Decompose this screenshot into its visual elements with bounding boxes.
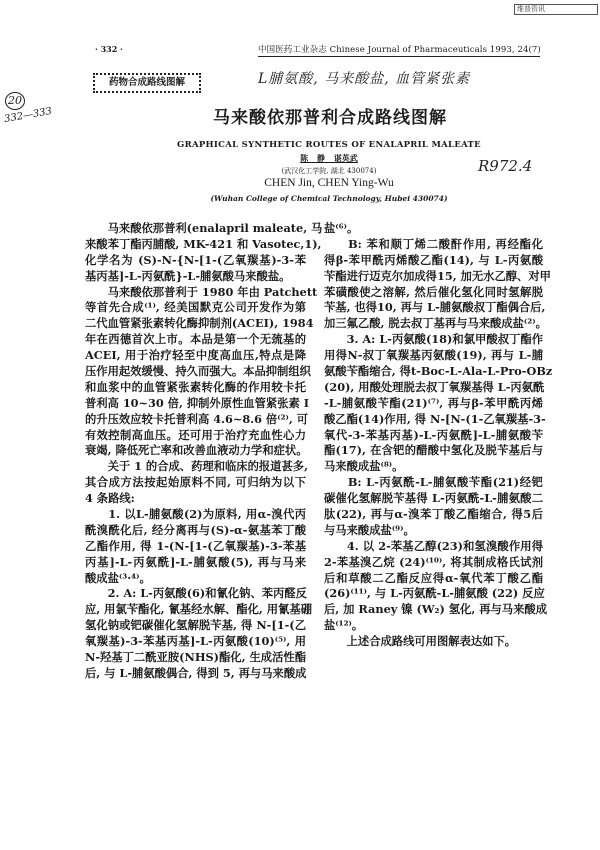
text-line: -L-脯氨酸苄酯(21)⁽⁷⁾, 再与β-苯甲酰丙烯 [324, 395, 543, 410]
text-line: 的升压效应较卡托普利高 4.6~8.6 倍⁽²⁾, 可 [85, 411, 309, 426]
text-line: 有效控制高血压。还可用于治疗充血性心力 [85, 427, 306, 442]
text-line: 乙酯作用, 得 1-(N-[1-(乙氧羰基)-3-苯基 [85, 538, 306, 553]
paragraph [85, 459, 309, 507]
paragraph [85, 586, 312, 681]
text-line: 关于 1 的合成、药理和临床的报道甚多, [85, 459, 309, 474]
text-line: 马来酸依那普利(enalapril maleate, 马 [85, 221, 323, 235]
text-line: B: 苯和顺丁烯二酸酐作用, 再经酯化 [324, 236, 543, 251]
article-title-english: GRAPHICAL SYNTHETIC ROUTES OF ENALAPRIL MALEATE [177, 140, 481, 150]
text-line: 1. 以L-脯氨酸(2)为原料, 用α-溴代丙 [85, 507, 306, 522]
text-line: 上述合成路线可用图解表达如下。 [324, 634, 517, 649]
text-line: 后, 加 Raney 镍 (W₂) 氢化, 再与马来酸成 [324, 602, 547, 617]
text-line: 和血浆中的血管紧张素转化酶的作用较卡托 [85, 379, 306, 394]
text-line: 氧代-3-苯基丙基)-L-丙氨酰]-L-脯氨酸苄 [324, 427, 543, 442]
text-line: 2. A: L-丙氨酸(6)和氰化钠、苯丙醛反 [85, 586, 307, 601]
text-line: 其合成方法按起始原料不同, 可归纳为以下 [85, 475, 306, 490]
paragraph [85, 221, 323, 285]
text-line: 压作用起效缓慢、持久而强大。本品抑制组织 [85, 364, 311, 379]
text-line: 苄酯进行迈克尔加成得15, 加无水乙醇、对甲 [324, 268, 551, 283]
text-line: 盐⁽⁶⁾。 [324, 221, 359, 235]
paragraph [324, 475, 543, 539]
text-line: 与马来酸成盐⁽⁹⁾。 [324, 522, 415, 537]
body-right-column [324, 221, 553, 650]
text-line: 后和草酸二乙酯反应得α-氧代苯丁酸乙酯 [324, 570, 543, 585]
text-line: 碳催化氢解脱苄基得 L-丙氨酰-L-脯氨酸二 [324, 491, 543, 506]
text-line: B: L-丙氨酰-L-脯氨酸苄酯(21)经钯 [324, 475, 543, 490]
text-line: 盐⁽¹²⁾。 [324, 618, 364, 633]
text-line: 酸乙酯(14)作用, 得 N-[N-(1-乙氧羰基-3- [324, 411, 546, 426]
text-line: (20), 用酸处理脱去叔丁氧羰基得 L-丙氨酰 [324, 379, 545, 394]
page-number: · 332 · [95, 44, 123, 54]
text-line: 加三氟乙酸, 脱去叔丁基再与马来酸成盐⁽²⁾。 [324, 316, 547, 331]
paragraph [324, 221, 543, 237]
paragraph [324, 332, 553, 475]
text-line: ACEI, 用于治疗轻至中度高血压,特点是降 [85, 348, 306, 363]
text-line: 丙基]-L-丙氨酰]-L-脯氨酸(5), 再与马来 [85, 554, 306, 569]
text-line: 4 条路线: [85, 491, 135, 506]
affiliation: (武汉化工学院, 湖北 430074) [281, 167, 377, 175]
journal-header: 中国医药工业杂志 Chinese Journal of Pharmaceuticals 1993, 24(7) [258, 45, 541, 55]
text-line: 氨酸苄酯缩合, 得t-Boc-L-Ala-L-Pro-OBz [324, 364, 553, 379]
handwritten-page-range: 332—333 [3, 105, 53, 126]
authors-english: CHEN Jin, CHEN Ying-Wu [264, 177, 394, 189]
paragraph [85, 284, 318, 460]
section-label: 药物合成路线图解 [93, 73, 201, 93]
text-line: 得β-苯甲酰丙烯酸乙酯(14), 与 L-丙氨酸 [324, 252, 543, 267]
text-line: 酰溴酰化后, 经分离再与(S)-α-氨基苯丁酸 [85, 522, 306, 537]
affiliation-english: (Wuhan College of Chemical Technology, Hubei 430074) [210, 194, 448, 203]
text-line: 来酸苯丁酯丙脯酸, MK-421 和 Vasotec,1), [85, 236, 322, 251]
text-line: 酸成盐⁽³·⁴⁾。 [85, 570, 151, 585]
handwritten-circled-number: 20 [5, 92, 25, 110]
text-line: 年在西德首次上市。本品是第一个无巯基的 [85, 332, 306, 347]
text-line: 应, 用氯苄酯化, 氰基经水解、酯化, 用氰基硼 [85, 602, 312, 617]
text-line: 氧羰基)-3-苯基丙基]-L-丙氨酸(10)⁽⁵⁾, 用 [85, 634, 306, 649]
paragraph [85, 507, 306, 586]
text-line: (26)⁽¹¹⁾, 与 L-丙氨酰-L-脯氨酸 (22) 反应 [324, 586, 545, 601]
paragraph [324, 236, 551, 332]
text-line: 2-苯基溴乙烷 (24)⁽¹⁰⁾, 将其制成格氏试剂 [324, 554, 543, 569]
article-title: 马来酸依那普利合成路线图解 [213, 108, 447, 128]
text-line: 马来酸成盐⁽⁸⁾。 [324, 459, 404, 474]
paragraph [324, 538, 547, 634]
text-line: 马来酸依那普利于 1980 年由 Patchett [85, 284, 318, 299]
body-left-column [85, 221, 323, 682]
text-line: 后, 与 L-脯氨酸偶合, 得到 5, 再与马来酸成 [85, 665, 307, 680]
text-line: 肽(22), 再与α-溴苯丁酸乙酯缩合, 得5后 [324, 507, 543, 522]
text-line: 化学名为 (S)-N-{N-[1-(乙氧羰基)-3-苯 [85, 252, 306, 267]
archive-stamp: 维普资讯 [514, 4, 598, 15]
text-line: 衰竭, 降低死亡率和改善血液动力学和症状。 [85, 443, 308, 458]
handwritten-classification: R972.4 [478, 157, 533, 175]
text-line: 苄基, 也得10, 再与 L-脯氨酸叔丁酯偶合后, [324, 300, 546, 315]
text-line: 3. A: L-丙氨酸(18)和氯甲酸叔丁酯作 [324, 332, 543, 347]
text-line: N-羟基丁二酰亚胺(NHS)酯化, 生成活性酯 [85, 650, 306, 665]
text-line: 氢化钠或钯碳催化氢解脱苄基, 得 N-[1-(乙 [85, 618, 306, 633]
text-line: 基丙基]-L-丙氨酰}-L-脯氨酸马来酸盐。 [85, 268, 291, 283]
text-line: 二代血管紧张素转化酶抑制剂(ACEI), 1984 [85, 316, 314, 331]
text-line: 普利高 10~30 倍, 抑制外原性血管紧张素 I [85, 395, 310, 410]
text-line: 等首先合成⁽¹⁾, 经美国默克公司开发作为第 [85, 300, 306, 315]
text-line: 用得N-叔丁氧羰基丙氨酸(19), 再与 L-脯 [324, 348, 543, 363]
text-line: 酯(17), 在含钯的醋酸中氢化及脱苄基后与 [324, 443, 543, 458]
authors: 陈 静 谌英武 [300, 153, 358, 163]
paragraph [324, 634, 543, 650]
handwritten-keywords: L脯氨酸, 马来酸盐, 血管紧张素 [258, 71, 471, 87]
text-line: 4. 以 2-苯基乙醇(23)和氢溴酸作用得 [324, 538, 543, 553]
text-line: 苯磺酸使之溶解, 然后催化氢化同时氢解脱 [324, 284, 543, 299]
